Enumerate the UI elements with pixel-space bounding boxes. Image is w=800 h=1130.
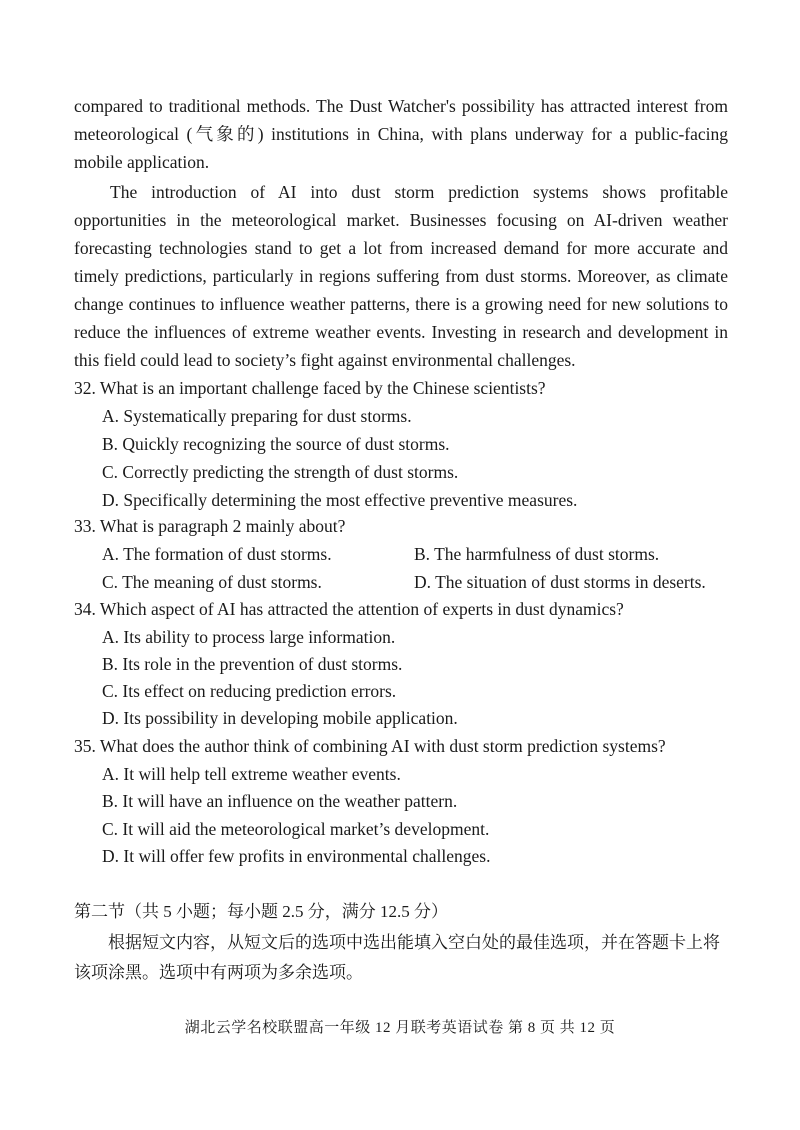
question-34-option-c: C. Its effect on reducing prediction errors. [102, 681, 397, 701]
question-33-option-a: A. The formation of dust storms. [102, 544, 332, 564]
passage-paragraph-2: The introduction of AI into dust storm prediction systems shows profitable opportunities in the meteorological market. Businesses focusing on AI-driven weather forecasting technologies stand to get a lot from increased demand for more accurate and timely predictions, particularly in regions suffering from dust storms. Moreover, as climate change continues to influence weather patterns, there is a growing need for new solutions to reduce the influences of extreme weather events. Investing in research and development in this field could lead to society’s fight against environmental challenges. [74, 182, 728, 370]
section-instruction: 根据短文内容，从短文后的选项中选出能填入空白处的最佳选项，并在答题卡上将该项涂黑。选项中有两项为多余选项。 [74, 933, 720, 982]
question-34-option-b: B. Its role in the prevention of dust storms. [102, 654, 403, 674]
question-33-option-c: C. The meaning of dust storms. [102, 572, 322, 592]
question-35-option-d: D. It will offer few profits in environmental challenges. [102, 846, 491, 866]
question-33-option-d: D. The situation of dust storms in deserts. [414, 572, 706, 592]
question-33-option-b: B. The harmfulness of dust storms. [414, 544, 660, 564]
question-35-option-b: B. It will have an influence on the weather pattern. [102, 791, 458, 811]
question-35-stem: 35. What does the author think of combining AI with dust storm prediction systems? [74, 736, 666, 756]
question-32-option-d: D. Specifically determining the most effective preventive measures. [102, 490, 578, 510]
question-32-option-c: C. Correctly predicting the strength of dust storms. [102, 462, 459, 482]
question-35-option-a: A. It will help tell extreme weather events. [102, 764, 401, 784]
question-32-option-b: B. Quickly recognizing the source of dust storms. [102, 434, 450, 454]
passage-paragraph-1: compared to traditional methods. The Dust Watcher's possibility has attracted interest from meteorological (气象的) institutions in China, with plans underway for a public-facing mobile application. [74, 96, 728, 172]
question-34-option-a: A. Its ability to process large information. [102, 627, 396, 647]
question-32-option-a: A. Systematically preparing for dust storms. [102, 406, 412, 426]
question-33-stem: 33. What is paragraph 2 mainly about? [74, 516, 346, 536]
question-35-option-c: C. It will aid the meteorological market’s development. [102, 819, 490, 839]
page-footer: 湖北云学名校联盟高一年级 12 月联考英语试卷 第 8 页 共 12 页 [184, 1020, 616, 1036]
question-34-option-d: D. Its possibility in developing mobile application. [102, 708, 458, 728]
question-34-stem: 34. Which aspect of AI has attracted the attention of experts in dust dynamics? [74, 599, 624, 619]
section-heading: 第二节（共 5 小题；每小题 2.5 分，满分 12.5 分） [74, 902, 448, 921]
question-32-stem: 32. What is an important challenge faced by the Chinese scientists? [74, 378, 546, 398]
